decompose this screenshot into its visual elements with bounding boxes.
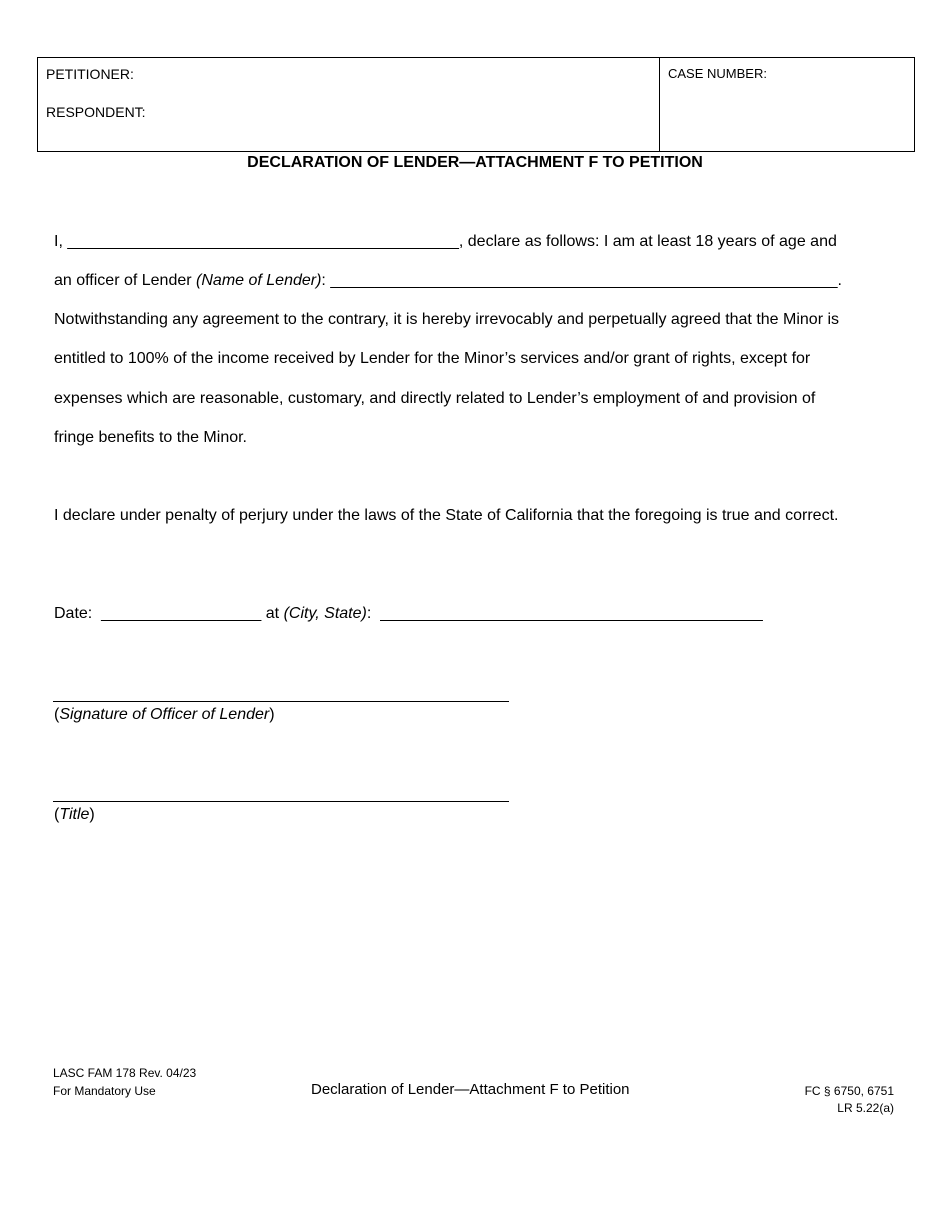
date-blank[interactable]: __________________ (101, 605, 262, 622)
petitioner-label: PETITIONER: (46, 66, 134, 82)
footer-mandatory-use: For Mandatory Use (53, 1084, 156, 1098)
at-label: at (265, 605, 284, 622)
declaration-line-1 (54, 233, 837, 251)
city-state-colon: : (366, 605, 372, 622)
caption-box (37, 57, 915, 152)
date-line (54, 605, 763, 623)
declaration-line-6: fringe benefits to the Minor. (54, 429, 247, 446)
declaration-line-3: Notwithstanding any agreement to the contrary, it is hereby irrevocably and perpetually agreed that the Minor is (54, 311, 840, 328)
line1-prefix: I, (54, 233, 63, 250)
city-state-label: (City, State) (283, 605, 367, 622)
signature-close-paren: ) (269, 706, 275, 723)
declaration-line-5: expenses which are reasonable, customary, and directly related to Lender’s employment of and provision of (54, 390, 816, 407)
declaration-line-2 (54, 272, 842, 290)
case-number-label: CASE NUMBER: (668, 66, 767, 81)
signature-label: Signature of Officer of Lender (59, 706, 270, 723)
title-close-paren: ) (89, 806, 95, 823)
line2-prefix: an officer of Lender (54, 272, 197, 289)
footer-citation-fc: FC § 6750, 6751 (804, 1084, 894, 1098)
declaration-line-4: entitled to 100% of the income received by Lender for the Minor’s services and/or grant of rights, except for (54, 350, 811, 367)
caption-divider (659, 58, 660, 151)
form-title: DECLARATION OF LENDER—ATTACHMENT F TO PETITION (247, 154, 703, 171)
title-line[interactable] (53, 801, 509, 802)
penalty-statement: I declare under penalty of perjury under the laws of the State of California that the foregoing is true and correct. (54, 507, 839, 524)
title-label: Title (59, 806, 90, 823)
date-label: Date: (54, 605, 93, 622)
footer-center-title: Declaration of Lender—Attachment F to Petition (311, 1081, 630, 1098)
line1-suffix: , declare as follows: I am at least 18 years of age and (458, 233, 837, 250)
declarant-name-blank[interactable]: ____________________________________________ (67, 233, 459, 250)
signature-open-paren: ( (54, 706, 60, 723)
line2-colon: : (321, 272, 326, 289)
title-caption (54, 806, 95, 824)
respondent-label: RESPONDENT: (46, 104, 146, 120)
lender-name-blank[interactable]: _________________________________________________________. (330, 272, 842, 289)
signature-caption (54, 706, 275, 724)
signature-line[interactable] (53, 701, 509, 702)
city-state-blank[interactable]: ___________________________________________ (380, 605, 763, 622)
footer-citation-lr: LR 5.22(a) (837, 1101, 894, 1115)
name-of-lender-label: (Name of Lender) (196, 272, 322, 289)
title-open-paren: ( (54, 806, 60, 823)
footer-form-id: LASC FAM 178 Rev. 04/23 (53, 1066, 197, 1080)
